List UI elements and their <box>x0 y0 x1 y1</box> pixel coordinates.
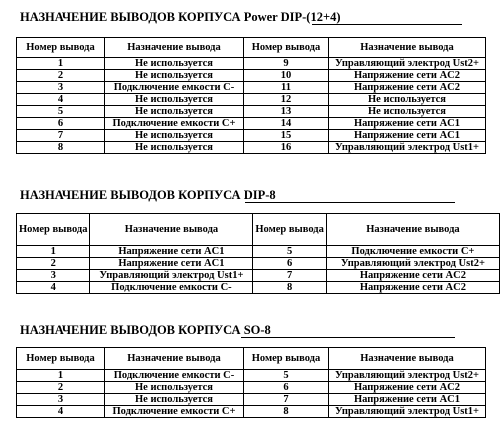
header-pin-number: Номер вывода <box>17 38 105 58</box>
pin-number: 10 <box>244 70 329 82</box>
pin-function: Не используется <box>105 106 244 118</box>
pin-number: 8 <box>244 406 329 418</box>
table-header-row <box>17 348 486 370</box>
pin-number: 6 <box>17 118 105 130</box>
dip16-title-underline <box>312 24 462 25</box>
table-row <box>17 118 486 130</box>
pin-function: Подключение емкости С- <box>90 282 253 294</box>
header-pin-number: Номер вывода <box>17 348 105 370</box>
pin-number: 6 <box>244 382 329 394</box>
pin-number: 11 <box>244 82 329 94</box>
pin-number: 16 <box>244 142 329 154</box>
table-header-row <box>17 38 486 58</box>
pin-function: Подключение емкости С+ <box>105 406 244 418</box>
pin-function: Не используется <box>105 94 244 106</box>
pin-function: Не используется <box>105 394 244 406</box>
dip8-pin-table <box>16 213 500 294</box>
pin-number: 8 <box>253 282 326 294</box>
so8-title-underline <box>241 337 455 338</box>
pin-function: Не используется <box>105 58 244 70</box>
table-row <box>17 94 486 106</box>
pin-number: 3 <box>17 82 105 94</box>
dip16-title: НАЗНАЧЕНИЕ ВЫВОДОВ КОРПУСА Power DIP-(12+4) <box>20 10 341 24</box>
header-pin-function: Назначение вывода <box>329 348 486 370</box>
pin-function: Напряжение сети AC2 <box>326 270 499 282</box>
pin-function: Не используется <box>105 382 244 394</box>
pin-function: Не используется <box>105 130 244 142</box>
pin-function: Не используется <box>105 70 244 82</box>
table-row <box>17 82 486 94</box>
table-header-row <box>17 214 500 246</box>
pin-number: 7 <box>253 270 326 282</box>
table-row <box>17 370 486 382</box>
pin-function: Напряжение сети AC2 <box>329 382 486 394</box>
pin-function: Не используется <box>329 94 486 106</box>
header-pin-function: Назначение вывода <box>90 214 253 246</box>
pin-function: Напряжение сети AC1 <box>90 246 253 258</box>
pin-function: Подключение емкости С+ <box>326 246 499 258</box>
pin-function: Управляющий электрод Ust1+ <box>329 142 486 154</box>
pin-number: 4 <box>17 282 90 294</box>
pin-number: 4 <box>17 94 105 106</box>
table-row <box>17 70 486 82</box>
pin-function: Напряжение сети AC2 <box>326 282 499 294</box>
table-row <box>17 246 500 258</box>
pin-function: Напряжение сети AC2 <box>329 82 486 94</box>
header-pin-number: Номер вывода <box>17 214 90 246</box>
pin-function: Подключение емкости С- <box>105 370 244 382</box>
pin-function: Не используется <box>329 106 486 118</box>
header-pin-number: Номер вывода <box>253 214 326 246</box>
pin-number: 2 <box>17 382 105 394</box>
pin-number: 5 <box>244 370 329 382</box>
pin-number: 1 <box>17 370 105 382</box>
dip16-pin-table <box>16 37 486 154</box>
pin-number: 8 <box>17 142 105 154</box>
header-pin-number: Номер вывода <box>244 348 329 370</box>
pin-number: 13 <box>244 106 329 118</box>
pin-number: 9 <box>244 58 329 70</box>
pin-function: Подключение емкости С- <box>105 82 244 94</box>
table-row <box>17 270 500 282</box>
so8-title: НАЗНАЧЕНИЕ ВЫВОДОВ КОРПУСА SO-8 <box>20 323 271 337</box>
table-row <box>17 394 486 406</box>
pin-function: Подключение емкости С+ <box>105 118 244 130</box>
pin-number: 1 <box>17 246 90 258</box>
table-row <box>17 130 486 142</box>
pin-number: 4 <box>17 406 105 418</box>
pin-number: 7 <box>17 130 105 142</box>
pin-number: 14 <box>244 118 329 130</box>
dip8-title: НАЗНАЧЕНИЕ ВЫВОДОВ КОРПУСА DIP-8 <box>20 188 276 202</box>
pin-function: Управляющий электрод Ust2+ <box>326 258 499 270</box>
pin-function: Напряжение сети AC1 <box>90 258 253 270</box>
pin-function: Напряжение сети AC1 <box>329 118 486 130</box>
table-row <box>17 142 486 154</box>
header-pin-number: Номер вывода <box>244 38 329 58</box>
pin-number: 5 <box>253 246 326 258</box>
pin-number: 7 <box>244 394 329 406</box>
pin-number: 6 <box>253 258 326 270</box>
table-row <box>17 106 486 118</box>
pin-function: Управляющий электрод Ust2+ <box>329 370 486 382</box>
table-row <box>17 282 500 294</box>
pin-number: 2 <box>17 70 105 82</box>
table-row <box>17 258 500 270</box>
pin-function: Управляющий электрод Ust2+ <box>329 58 486 70</box>
pin-number: 2 <box>17 258 90 270</box>
header-pin-function: Назначение вывода <box>105 38 244 58</box>
table-row <box>17 406 486 418</box>
pin-number: 5 <box>17 106 105 118</box>
pin-function: Напряжение сети AC1 <box>329 394 486 406</box>
table-row <box>17 382 486 394</box>
pin-number: 1 <box>17 58 105 70</box>
dip8-title-underline <box>245 202 455 203</box>
table-row <box>17 58 486 70</box>
so8-pin-table <box>16 347 486 418</box>
pin-number: 3 <box>17 270 90 282</box>
header-pin-function: Назначение вывода <box>329 38 486 58</box>
pin-function: Напряжение сети AC1 <box>329 130 486 142</box>
pin-function: Не используется <box>105 142 244 154</box>
header-pin-function: Назначение вывода <box>326 214 499 246</box>
pin-number: 15 <box>244 130 329 142</box>
header-pin-function: Назначение вывода <box>105 348 244 370</box>
pin-function: Управляющий электрод Ust1+ <box>329 406 486 418</box>
pin-function: Управляющий электрод Ust1+ <box>90 270 253 282</box>
pin-function: Напряжение сети AC2 <box>329 70 486 82</box>
pin-number: 12 <box>244 94 329 106</box>
pin-number: 3 <box>17 394 105 406</box>
